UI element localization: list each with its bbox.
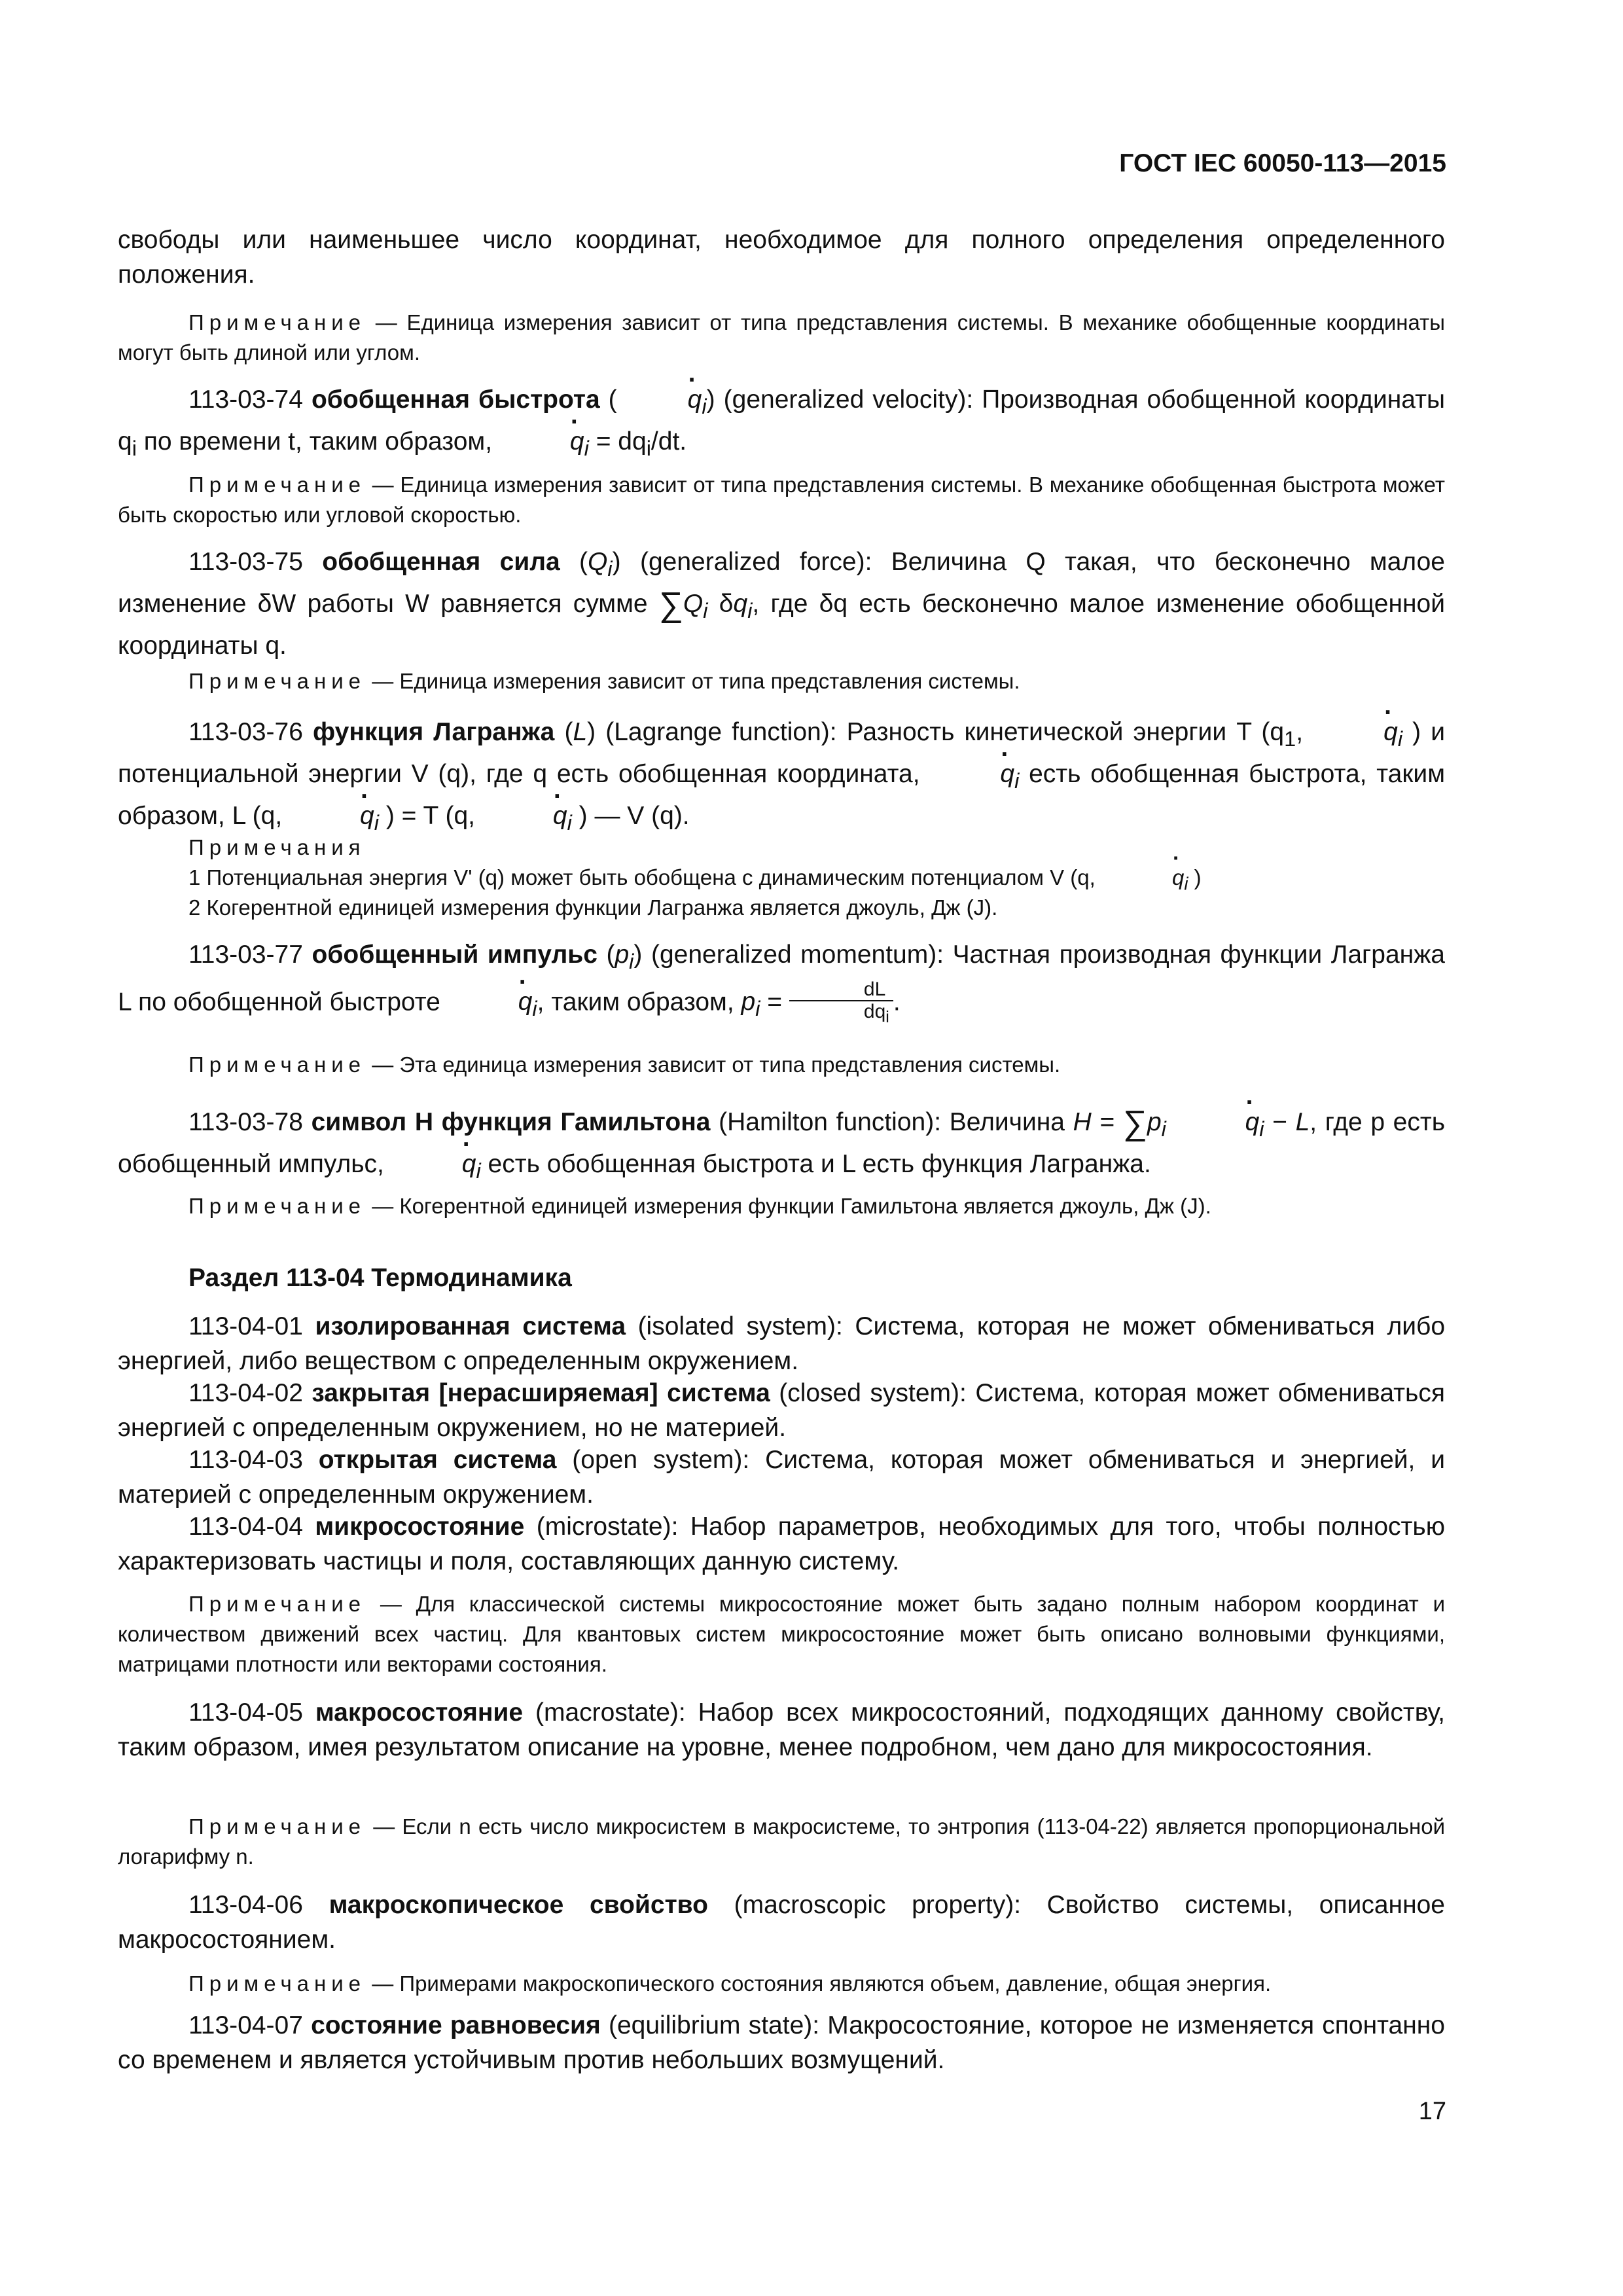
note-74: Примечание — Единица измерения зависит от типа представления системы. В механике обобщенная быстрота может быть скоростью или угловой скоростью. [118, 473, 1445, 527]
entry-113-03-75: 113-03-75 обобщенная сила $(Q_i)$ (generalized force): Величина Q такая, что бесконечно малое изменение δW работы W равняется сумме $\sum Q_i$ $\delta q_i$, где δq есть бесконечно малое изменение обобщенной координаты q. [118, 548, 1445, 660]
entry-113-04-03: 113-04-03 открытая система (open system): Система, которая может обмениваться и энергией, и материей с определенным окружением. [118, 1446, 1446, 1509]
entry-113-04-02: 113-04-02 закрытая [нерасширяемая] система (closed system): Система, которая может обмениваться энергией с определенным окружением, но не материей. [118, 1379, 1445, 1442]
note-75: Примечание — Единица измерения зависит от типа представления системы. [188, 669, 1020, 693]
sum-symbol: ∑ [658, 585, 683, 624]
note-76-1: 1 Потенциальная энергия V' (q) может быть обобщена с динамическим потенциалом V (q, · $q_i$ ) [118, 863, 1445, 899]
entry-113-03-78: 113-03-78 символ H функция Гамильтона (Hamilton function): Величина $H = \sum p_i \cdot q_i - L$, где p есть обобщенный импульс, · $q_i$ есть обобщенная быстрота и L есть функция Лагранжа. [118, 1105, 1445, 1189]
note-73: Примечание — Единица измерения зависит от типа представления системы. В механике обобщенные координаты могут быть длиной или углом. [118, 310, 1445, 365]
intro-paragraph: свободы или наименьшее число координат, необходимое для полного определения определенного положения. [118, 226, 1445, 289]
entry-113-03-76: 113-03-76 функция Лагранжа (L) (Lagrange function): Разность кинетической энергии T ($q_1$, · $q_i$ ) и потенциальной энергии V (q), где q есть обобщенная координата, · $q_i$ есть обобщенная быстрота, таким образом, L (q, · $q_i$ ) = T (q, · $q_i$ ) — V (q). [118, 715, 1445, 840]
notes-76-label: Примечания [188, 835, 366, 859]
document-id: ГОСТ IEC 60050-113—2015 [1119, 149, 1446, 177]
note-406: Примечание — Примерами макроскопического состояния являются объем, давление, общая энергия. [188, 1971, 1272, 1996]
term: обобщенная быстрота [311, 386, 600, 414]
entry-113-04-01: 113-04-01 изолированная система (isolated system): Система, которая не может обмениваться либо энергией, либо веществом с определенным окружением. [118, 1312, 1446, 1375]
note-78: Примечание — Когерентной единицей измерения функции Гамильтона является джоуль, Дж (J). [188, 1194, 1211, 1218]
section-title: Раздел 113-04 Термодинамика [188, 1264, 572, 1292]
note-404: Примечание — Для классической системы микросостояние может быть задано полным набором координат и количеством движений всех частиц. Для квантовых систем микросостояние может быть описано волновыми функциями, матрицами плотности или векторами состояния. [118, 1592, 1445, 1676]
note-76-2: 2 Когерентной единицей измерения функции Лагранжа является джоуль, Дж (J). [188, 895, 998, 920]
entry-113-04-07: 113-04-07 состояние равновесия (equilibrium state): Макросостояние, которое не изменяется спонтанно со временем и является устойчивым против небольших возмущений. [118, 2011, 1445, 2074]
note-405: Примечание — Если n есть число микросистем в макросистеме, то энтропия (113-04-22) является пропорциональной логарифму n. [118, 1814, 1446, 1869]
entry-113-04-05: 113-04-05 макросостояние (macrostate): Набор всех микросостояний, подходящих данному свойству, таким образом, имея результатом описание на уровне, менее подробном, чем дано для микросостояния. [118, 1698, 1445, 1761]
note-77: Примечание — Эта единица измерения зависит от типа представления системы. [188, 1052, 1061, 1077]
entry-113-03-74: 113-03-74 обобщенная быстрота (· $q_i$) (generalized velocity): Производная обобщенной координаты $q_i$ по времени t, таким образом, · $q_i = dq_i/dt$. [118, 382, 1445, 466]
entry-113-04-04: 113-04-04 микросостояние (microstate): Набор параметров, необходимых для того, чтобы полностью характеризовать частицы и поля, составляющих данную систему. [118, 1513, 1445, 1575]
entry-113-03-77: 113-03-77 обобщенный импульс $(p_i)$ (generalized momentum): Частная производная функции Лагранжа L по обобщенной быстроте · $q_i$, таким образом, $p_i$ = $\frac{dL}{dq_i}$ . [118, 937, 1445, 1028]
fraction: $\frac{dL}{dq_i}$ [789, 979, 893, 1028]
entry-113-04-06: 113-04-06 макроскопическое свойство (macroscopic property): Свойство системы, описанное макросостоянием. [118, 1891, 1445, 1954]
page-number: 17 [1418, 2098, 1446, 2125]
